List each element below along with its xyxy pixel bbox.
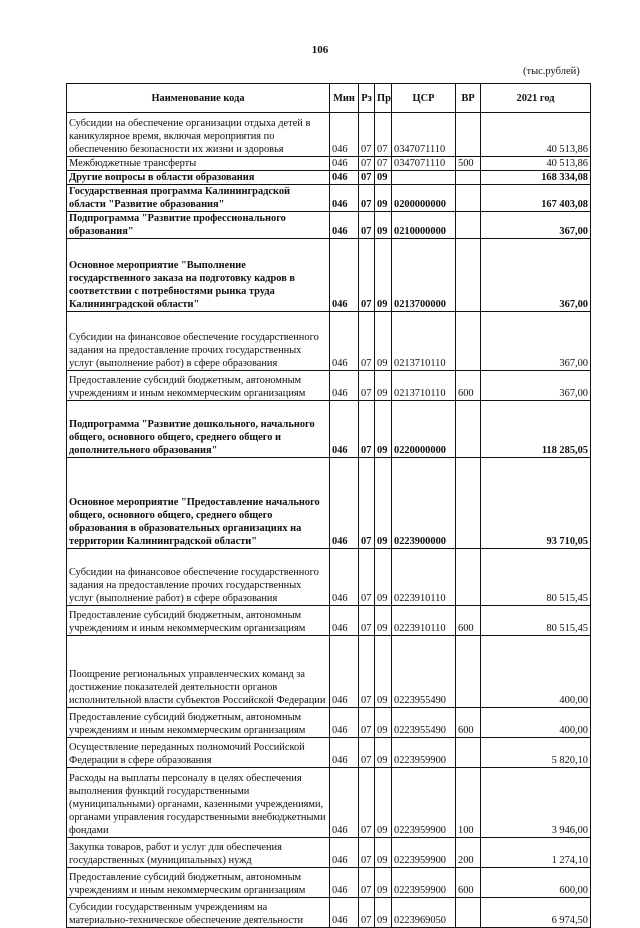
cell-code-csr: 0200000000 [392,185,456,212]
cell-name: Предоставление субсидий бюджетным, автономным учреждениям и иным некоммерческим организациям [67,708,330,738]
cell-code-rz: 07 [359,738,375,768]
cell-amount: 400,00 [481,636,591,708]
table-row [67,738,591,768]
table-row [67,606,591,636]
cell-code-vr [456,171,481,185]
cell-amount: 367,00 [481,212,591,239]
cell-code-min: 046 [330,185,359,212]
cell-amount: 5 820,10 [481,738,591,768]
cell-code-pr: 09 [375,768,392,838]
cell-code-pr: 09 [375,401,392,458]
table-row [67,898,591,928]
cell-amount: 118 285,05 [481,401,591,458]
cell-code-vr: 600 [456,708,481,738]
table-row [67,458,591,549]
cell-code-vr [456,212,481,239]
cell-code-vr [456,401,481,458]
cell-amount: 367,00 [481,239,591,312]
cell-code-min: 046 [330,738,359,768]
cell-code-min: 046 [330,868,359,898]
cell-code-csr: 0220000000 [392,401,456,458]
table-row [67,708,591,738]
cell-code-vr [456,458,481,549]
cell-amount: 40 513,86 [481,113,591,157]
cell-code-min: 046 [330,838,359,868]
cell-code-pr: 09 [375,708,392,738]
cell-code-pr: 09 [375,549,392,606]
cell-code-csr: 0213710110 [392,371,456,401]
cell-code-pr: 09 [375,312,392,371]
cell-amount: 3 946,00 [481,768,591,838]
cell-amount: 367,00 [481,371,591,401]
cell-amount: 1 274,10 [481,838,591,868]
header-csr: ЦСР [392,84,456,113]
page-number: 106 [311,44,329,56]
table-row [67,636,591,708]
cell-code-csr: 0223955490 [392,636,456,708]
table-row [67,838,591,868]
cell-code-rz: 07 [359,898,375,928]
cell-code-rz: 07 [359,606,375,636]
cell-name: Основное мероприятие "Предоставление начального общего, основного общего, среднего общего образования в образовательных организациях на территории Калининградской области" [67,458,330,549]
cell-code-min: 046 [330,768,359,838]
table-row [67,549,591,606]
cell-code-csr: 0223969050 [392,898,456,928]
cell-code-min: 046 [330,401,359,458]
cell-name: Субсидии государственным учреждениям на материально-техническое обеспечение деятельности [67,898,330,928]
table-row [67,371,591,401]
cell-name: Предоставление субсидий бюджетным, автономным учреждениям и иным некоммерческим организациям [67,868,330,898]
cell-code-pr: 09 [375,371,392,401]
cell-code-rz: 07 [359,157,375,171]
cell-code-rz: 07 [359,239,375,312]
cell-amount: 400,00 [481,708,591,738]
cell-code-rz: 07 [359,401,375,458]
cell-name: Подпрограмма "Развитие дошкольного, начального общего, основного общего, среднего общего и дополнительного образования" [67,401,330,458]
cell-code-min: 046 [330,157,359,171]
cell-name: Основное мероприятие "Выполнение государственного заказа на подготовку кадров в соответствии с потребностями рынка труда Калининградской области" [67,239,330,312]
budget-table [66,83,591,928]
units-label: (тыс.рублей) [523,66,580,77]
table-row [67,185,591,212]
cell-name: Расходы на выплаты персоналу в целях обеспечения выполнения функций государственными (муниципальными) органами, казенными учреждениями, органами управления государственными внебюджетными фондами [67,768,330,838]
cell-code-vr: 600 [456,371,481,401]
cell-code-rz: 07 [359,549,375,606]
cell-code-rz: 07 [359,636,375,708]
cell-code-min: 046 [330,171,359,185]
cell-code-min: 046 [330,113,359,157]
table-row [67,768,591,838]
table-row [67,868,591,898]
header-name: Наименование кода [67,84,330,113]
cell-code-min: 046 [330,212,359,239]
cell-code-pr: 09 [375,738,392,768]
cell-code-vr [456,185,481,212]
cell-code-vr: 100 [456,768,481,838]
cell-name: Государственная программа Калининградской области "Развитие образования" [67,185,330,212]
cell-name: Межбюджетные трансферты [67,157,330,171]
header-min: Мин [330,84,359,113]
cell-code-rz: 07 [359,458,375,549]
table-row [67,212,591,239]
cell-code-rz: 07 [359,768,375,838]
table-row [67,171,591,185]
cell-code-pr: 09 [375,458,392,549]
cell-code-min: 046 [330,606,359,636]
cell-code-vr: 600 [456,606,481,636]
cell-code-min: 046 [330,708,359,738]
cell-amount: 40 513,86 [481,157,591,171]
cell-code-csr: 0347071110 [392,157,456,171]
cell-code-pr: 09 [375,239,392,312]
cell-code-csr: 0223959900 [392,868,456,898]
table-header-row [67,84,591,113]
cell-amount: 600,00 [481,868,591,898]
cell-name: Субсидии на финансовое обеспечение государственного задания на предоставление прочих государственных услуг (выполнение работ) в сфере образования [67,549,330,606]
cell-code-vr [456,738,481,768]
cell-code-pr: 09 [375,606,392,636]
cell-name: Субсидии на финансовое обеспечение государственного задания на предоставление прочих государственных услуг (выполнение работ) в сфере образования [67,312,330,371]
cell-name: Предоставление субсидий бюджетным, автономным учреждениям и иным некоммерческим организациям [67,606,330,636]
cell-code-min: 046 [330,312,359,371]
cell-name: Другие вопросы в области образования [67,171,330,185]
cell-code-min: 046 [330,898,359,928]
cell-code-min: 046 [330,371,359,401]
cell-code-pr: 09 [375,185,392,212]
cell-code-rz: 07 [359,708,375,738]
cell-code-min: 046 [330,239,359,312]
cell-code-rz: 07 [359,838,375,868]
cell-code-csr: 0223900000 [392,458,456,549]
table-row [67,157,591,171]
header-pr: Пр [375,84,392,113]
cell-amount: 168 334,08 [481,171,591,185]
cell-code-rz: 07 [359,868,375,898]
cell-code-vr [456,549,481,606]
cell-code-vr: 500 [456,157,481,171]
cell-code-pr: 09 [375,898,392,928]
cell-name: Закупка товаров, работ и услуг для обеспечения государственных (муниципальных) нужд [67,838,330,868]
cell-code-vr [456,239,481,312]
cell-code-csr: 0213700000 [392,239,456,312]
cell-code-pr: 09 [375,636,392,708]
table-row [67,312,591,371]
cell-name: Поощрение региональных управленческих команд за достижение показателей деятельности органов исполнительной власти субъектов Российской Федерации [67,636,330,708]
cell-code-vr: 600 [456,868,481,898]
cell-code-csr: 0213710110 [392,312,456,371]
cell-code-csr: 0223955490 [392,708,456,738]
cell-code-rz: 07 [359,371,375,401]
cell-code-rz: 07 [359,185,375,212]
cell-code-rz: 07 [359,312,375,371]
header-year: 2021 год [481,84,591,113]
cell-amount: 80 515,45 [481,606,591,636]
cell-amount: 367,00 [481,312,591,371]
cell-amount: 6 974,50 [481,898,591,928]
cell-name: Предоставление субсидий бюджетным, автономным учреждениям и иным некоммерческим организациям [67,371,330,401]
cell-amount: 167 403,08 [481,185,591,212]
cell-code-csr: 0223910110 [392,606,456,636]
cell-code-csr [392,171,456,185]
header-rz: Рз [359,84,375,113]
cell-code-pr: 07 [375,113,392,157]
cell-code-csr: 0223959900 [392,838,456,868]
table-row [67,401,591,458]
cell-code-min: 046 [330,636,359,708]
cell-code-pr: 09 [375,171,392,185]
cell-code-pr: 07 [375,157,392,171]
cell-code-csr: 0223959900 [392,738,456,768]
cell-code-vr [456,636,481,708]
cell-code-pr: 09 [375,868,392,898]
cell-code-vr [456,113,481,157]
cell-code-rz: 07 [359,113,375,157]
cell-name: Подпрограмма "Развитие профессионального образования" [67,212,330,239]
cell-name: Осуществление переданных полномочий Российской Федерации в сфере образования [67,738,330,768]
cell-code-vr [456,898,481,928]
cell-code-pr: 09 [375,212,392,239]
table-row [67,113,591,157]
cell-code-csr: 0210000000 [392,212,456,239]
cell-code-rz: 07 [359,171,375,185]
cell-code-csr: 0223959900 [392,768,456,838]
cell-amount: 80 515,45 [481,549,591,606]
cell-amount: 93 710,05 [481,458,591,549]
cell-code-csr: 0347071110 [392,113,456,157]
cell-code-min: 046 [330,549,359,606]
cell-name: Субсидии на обеспечение организации отдыха детей в каникулярное время, включая мероприятия по обеспечению безопасности их жизни и здоровья [67,113,330,157]
cell-code-min: 046 [330,458,359,549]
header-vr: ВР [456,84,481,113]
cell-code-pr: 09 [375,838,392,868]
table-row [67,239,591,312]
cell-code-csr: 0223910110 [392,549,456,606]
cell-code-rz: 07 [359,212,375,239]
cell-code-vr [456,312,481,371]
cell-code-vr: 200 [456,838,481,868]
